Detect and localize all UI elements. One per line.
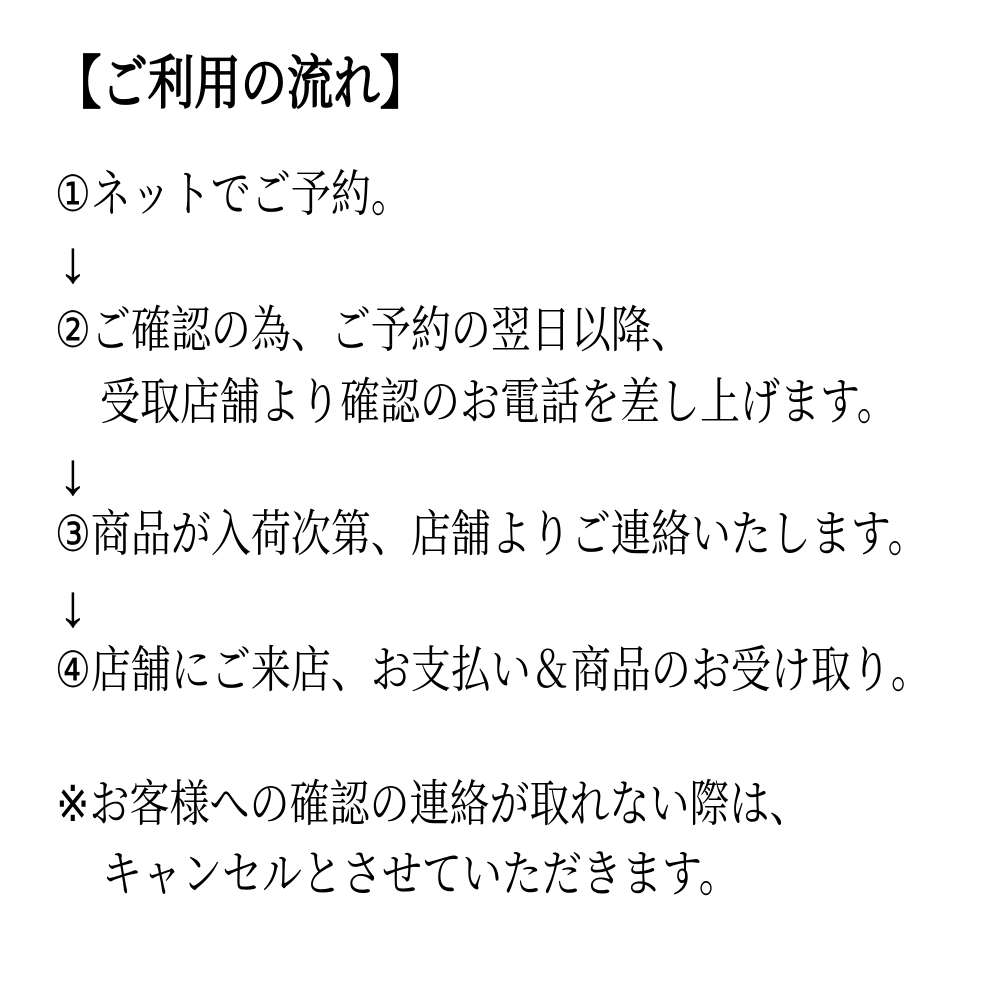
step-4 — [55, 642, 1000, 698]
down-arrow-icon: ↓ — [58, 228, 88, 295]
cancellation-note-text: ※お客様への確認の連絡が取れない際は、 — [56, 776, 810, 832]
down-arrow-icon: ↓ — [58, 440, 88, 507]
step-3 — [55, 506, 1000, 562]
page-title-text: 【ご利用の流れ】 — [55, 51, 427, 116]
cancellation-note-continuation — [102, 846, 898, 902]
step-2-continuation-text: 受取店舗より確認のお電話を差し上げます。 — [100, 374, 897, 430]
step-2-continuation — [100, 374, 1000, 430]
step-1 — [55, 166, 500, 222]
cancellation-note — [56, 776, 998, 832]
step-3-text: ③商品が入荷次第、店舗よりご連絡いたします。 — [55, 506, 928, 562]
step-2-text: ②ご確認の為、ご予約の翌日以降、 — [55, 302, 691, 358]
step-1-text: ①ネットでご予約。 — [55, 166, 411, 222]
step-2 — [55, 302, 850, 358]
step-4-text: ④店舗にご来店、お支払い＆商品のお受け取り。 — [55, 642, 931, 698]
page-title — [55, 51, 519, 116]
cancellation-note-continuation-text: キャンセルとさせていただきます。 — [102, 846, 739, 902]
down-arrow-icon: ↓ — [58, 572, 88, 639]
